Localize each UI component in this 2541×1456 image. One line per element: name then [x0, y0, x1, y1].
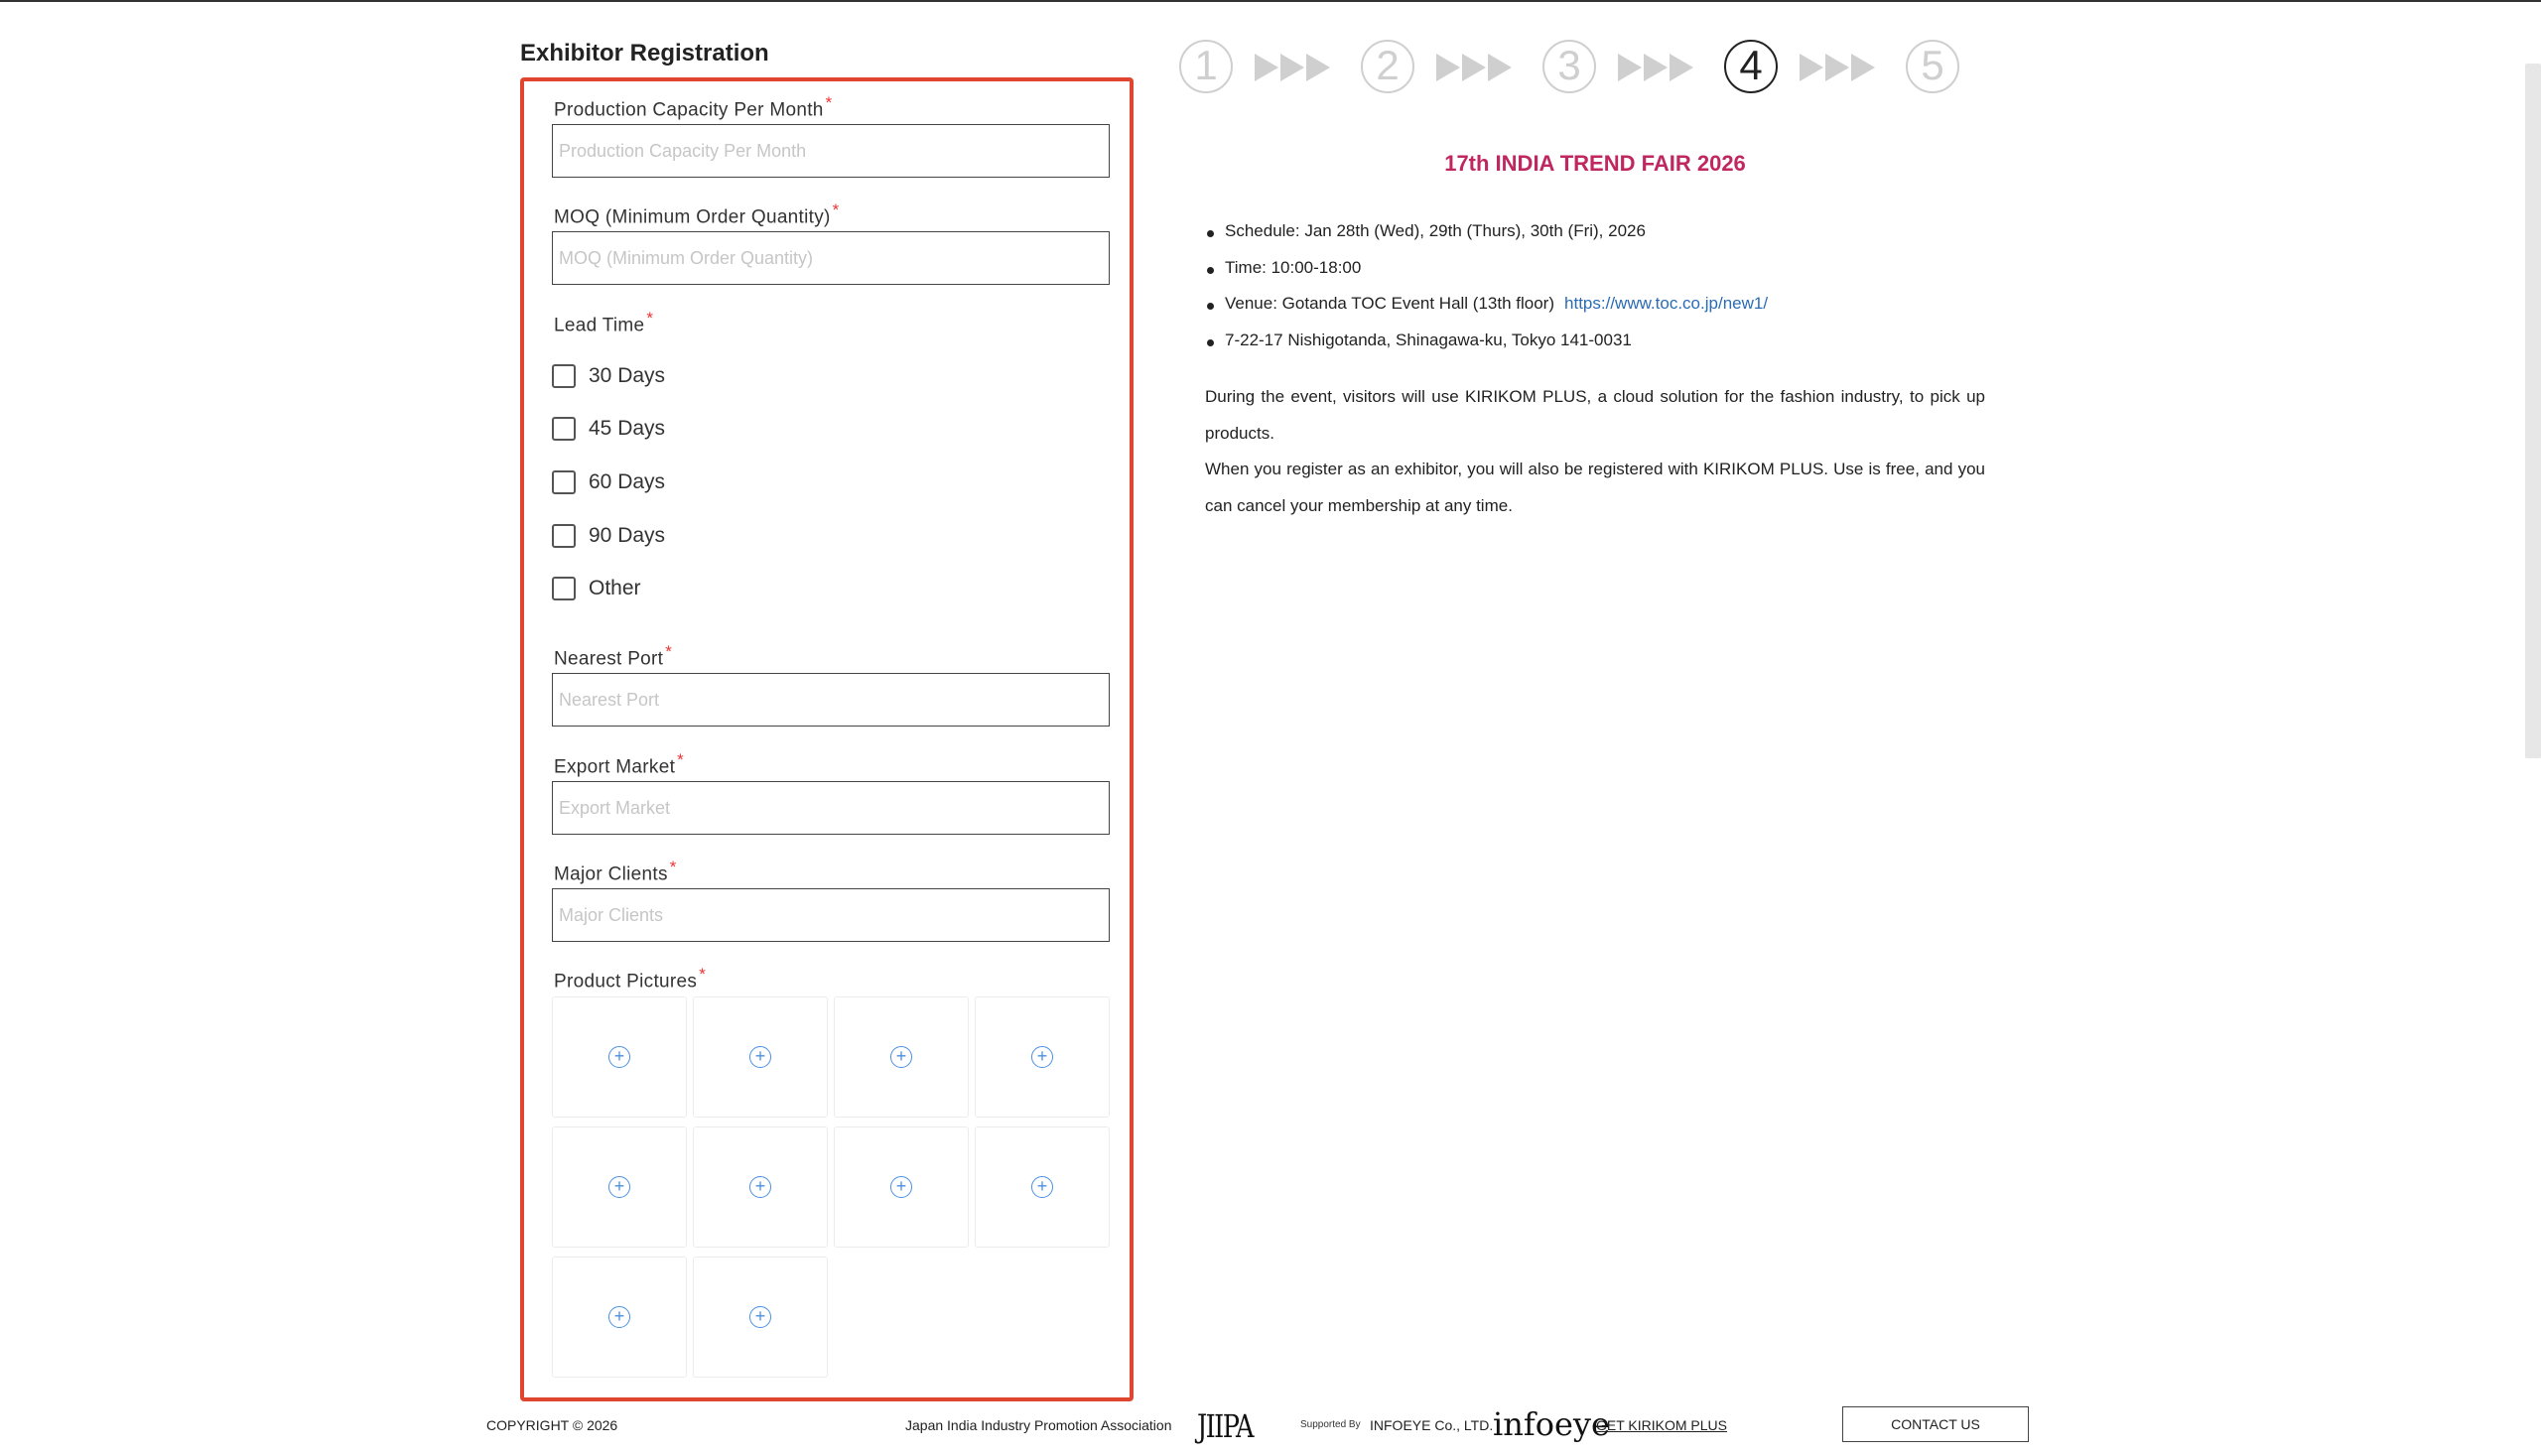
required-marker: * — [669, 858, 677, 876]
step-5: 5 — [1906, 40, 1959, 93]
plus-circle-icon[interactable]: + — [608, 1176, 630, 1198]
checkbox[interactable] — [552, 470, 576, 494]
lead-time-option-other[interactable] — [552, 573, 641, 604]
step-2: 2 — [1361, 40, 1414, 93]
picture-upload-slot[interactable] — [693, 1257, 828, 1378]
export-market-input[interactable] — [552, 781, 1110, 835]
description-paragraph: When you register as an exhibitor, you will also be registered with KIRIKOM PLUS. Use is free, and you can cancel your membership at any time. — [1205, 460, 1985, 515]
infoeye-logo: infoeye — [1493, 1405, 1610, 1443]
plus-circle-icon[interactable]: + — [1031, 1176, 1053, 1198]
product-pictures-label — [554, 965, 706, 993]
production-capacity-label — [554, 93, 833, 121]
event-time: Time: 10:00-18:00 — [1205, 253, 1999, 290]
major-clients-input[interactable] — [552, 888, 1110, 942]
picture-upload-slot[interactable] — [552, 1257, 687, 1378]
moq-label — [554, 200, 840, 228]
lead-time-label — [554, 309, 653, 336]
export-market-label — [554, 750, 684, 778]
major-clients-label-text: Major Clients — [554, 863, 668, 885]
top-border — [0, 0, 2541, 2]
required-marker: * — [677, 750, 685, 769]
plus-circle-icon[interactable]: + — [890, 1046, 912, 1068]
required-marker: * — [699, 965, 707, 984]
option-label: 30 Days — [589, 364, 666, 387]
product-pictures-label-text: Product Pictures — [554, 971, 698, 993]
option-label: 90 Days — [589, 524, 666, 547]
checkbox[interactable] — [552, 417, 576, 441]
copyright: COPYRIGHT © 2026 — [486, 1417, 618, 1433]
plus-circle-icon[interactable]: + — [608, 1306, 630, 1328]
supported-by-label: Supported By — [1300, 1419, 1361, 1430]
contact-button[interactable]: CONTACT US — [1842, 1406, 2029, 1442]
picture-upload-slot[interactable] — [975, 1126, 1110, 1248]
footer — [0, 1399, 2541, 1456]
event-venue — [1205, 289, 1999, 326]
major-clients-label — [554, 858, 677, 885]
required-marker: * — [646, 309, 654, 328]
step-arrow-icon — [1618, 54, 1695, 79]
required-marker: * — [825, 93, 833, 112]
infoeye-company: INFOEYE Co., LTD. — [1370, 1417, 1494, 1433]
lead-time-label-text: Lead Time — [554, 315, 645, 336]
step-4: 4 — [1724, 40, 1778, 93]
registration-form — [520, 77, 1134, 1401]
plus-circle-icon[interactable]: + — [749, 1306, 771, 1328]
scrollbar[interactable] — [2525, 64, 2541, 758]
venue-link[interactable]: https://www.toc.co.jp/new1/ — [1564, 294, 1769, 313]
plus-circle-icon[interactable]: + — [749, 1046, 771, 1068]
nearest-port-input[interactable] — [552, 673, 1110, 727]
page-title: Exhibitor Registration — [520, 40, 769, 66]
nearest-port-label — [554, 642, 672, 670]
option-label: Other — [589, 577, 641, 599]
step-arrow-icon — [1436, 54, 1514, 79]
venue-text: Venue: Gotanda TOC Event Hall (13th floor) — [1225, 294, 1555, 313]
picture-upload-slot[interactable] — [552, 1126, 687, 1248]
production-capacity-label-text: Production Capacity Per Month — [554, 99, 824, 121]
moq-label-text: MOQ (Minimum Order Quantity) — [554, 206, 831, 228]
plus-circle-icon[interactable]: + — [1031, 1046, 1053, 1068]
lead-time-option-60[interactable] — [552, 466, 665, 498]
step-arrow-icon — [1255, 54, 1332, 79]
jiipa-logo: JIIPA — [1197, 1407, 1253, 1445]
picture-upload-slot[interactable] — [693, 1126, 828, 1248]
nearest-port-label-text: Nearest Port — [554, 648, 664, 670]
production-capacity-input[interactable] — [552, 124, 1110, 178]
event-schedule: Schedule: Jan 28th (Wed), 29th (Thurs), 30th (Fri), 2026 — [1205, 216, 1999, 253]
export-market-label-text: Export Market — [554, 756, 676, 778]
event-details — [1205, 216, 1999, 361]
checkbox[interactable] — [552, 577, 576, 600]
lead-time-option-90[interactable] — [552, 520, 665, 552]
checkbox[interactable] — [552, 524, 576, 548]
checkbox[interactable] — [552, 364, 576, 388]
event-address: 7-22-17 Nishigotanda, Shinagawa-ku, Tokyo 141-0031 — [1205, 326, 1999, 362]
step-1: 1 — [1179, 40, 1233, 93]
association-name: Japan India Industry Promotion Association — [905, 1417, 1172, 1433]
plus-circle-icon[interactable]: + — [749, 1176, 771, 1198]
event-title: 17th INDIA TREND FAIR 2026 — [1444, 151, 1746, 176]
event-description — [1205, 379, 1985, 524]
get-kirikom-link[interactable]: GET KIRIKOM PLUS — [1596, 1417, 1727, 1433]
picture-upload-slot[interactable] — [693, 996, 828, 1118]
option-label: 60 Days — [589, 470, 666, 493]
required-marker: * — [665, 642, 673, 661]
lead-time-option-45[interactable] — [552, 413, 665, 445]
plus-circle-icon[interactable]: + — [890, 1176, 912, 1198]
picture-upload-slot[interactable] — [552, 996, 687, 1118]
plus-circle-icon[interactable]: + — [608, 1046, 630, 1068]
option-label: 45 Days — [589, 417, 666, 440]
required-marker: * — [832, 200, 840, 219]
lead-time-option-30[interactable] — [552, 360, 665, 392]
picture-upload-slot[interactable] — [834, 996, 969, 1118]
description-paragraph: During the event, visitors will use KIRIKOM PLUS, a cloud solution for the fashion industry, to pick up products. — [1205, 387, 1985, 443]
moq-input[interactable] — [552, 231, 1110, 285]
picture-upload-slot[interactable] — [975, 996, 1110, 1118]
step-arrow-icon — [1800, 54, 1877, 79]
step-3: 3 — [1542, 40, 1596, 93]
picture-upload-slot[interactable] — [834, 1126, 969, 1248]
